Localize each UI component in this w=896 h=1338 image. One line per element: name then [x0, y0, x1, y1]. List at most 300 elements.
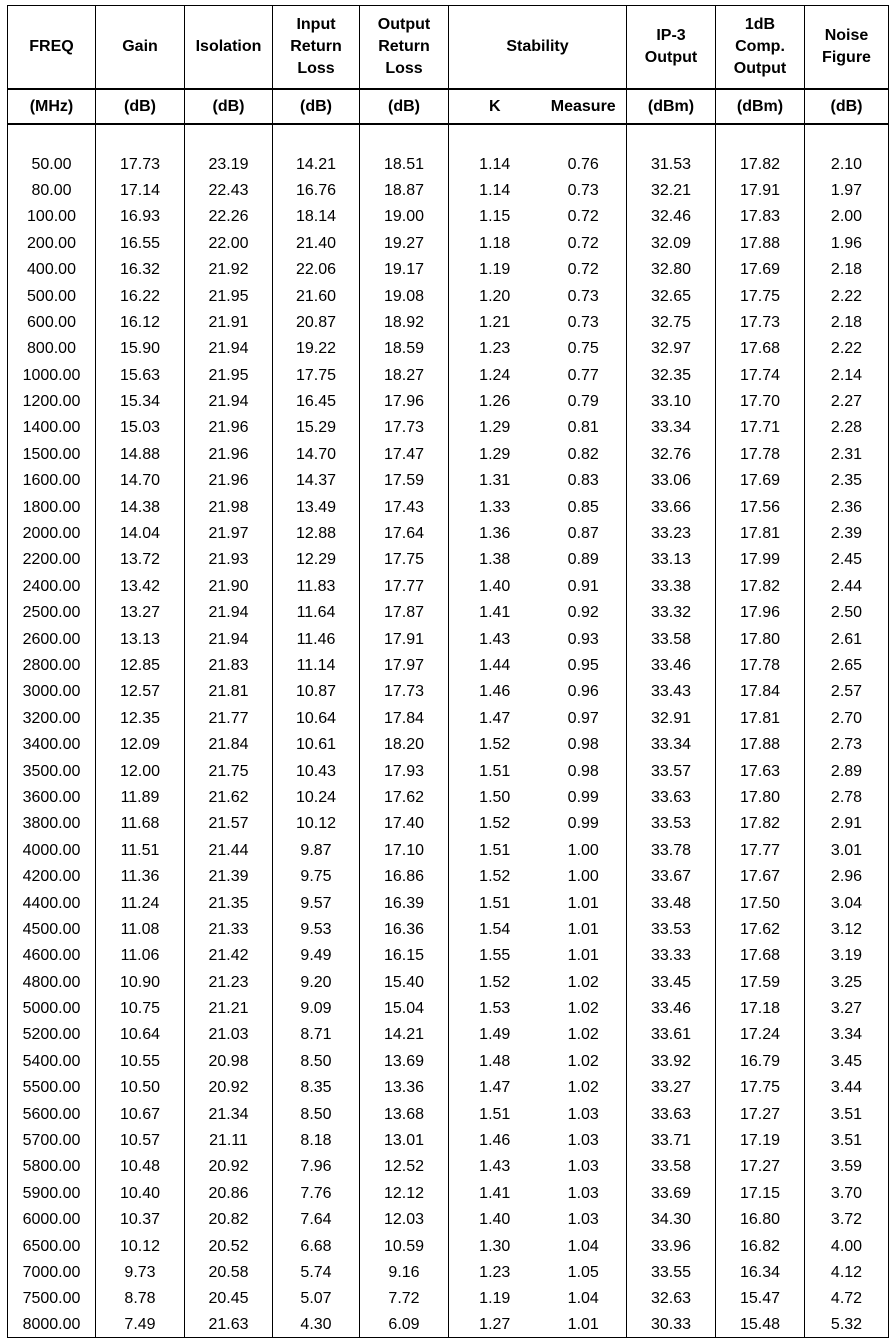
table-cell: 4.72 [805, 1286, 889, 1312]
table-cell: 20.82 [185, 1207, 273, 1233]
table-cell: 21.96 [185, 468, 273, 494]
table-cell: 21.39 [185, 864, 273, 890]
table-cell: 1.02 [541, 996, 627, 1022]
table-cell: 11.51 [96, 838, 185, 864]
table-cell: 5600.00 [8, 1101, 96, 1127]
table-cell: 2.61 [805, 626, 889, 652]
table-cell: 8.50 [273, 1101, 360, 1127]
rf-performance-table [7, 5, 889, 1338]
table-cell: 33.92 [627, 1049, 716, 1075]
table-row [8, 1154, 889, 1180]
table-cell: 1200.00 [8, 389, 96, 415]
table-cell: 19.00 [360, 204, 449, 230]
table-cell: 9.73 [96, 1260, 185, 1286]
table-cell: 21.96 [185, 415, 273, 441]
table-cell: 22.26 [185, 204, 273, 230]
table-cell: 16.22 [96, 283, 185, 309]
table-cell: 21.94 [185, 336, 273, 362]
table-cell: 0.73 [541, 310, 627, 336]
table-cell: 0.79 [541, 389, 627, 415]
table-cell: 17.75 [716, 1075, 805, 1101]
table-cell: 1.31 [449, 468, 541, 494]
table-row [8, 521, 889, 547]
table-row [8, 1286, 889, 1312]
table-cell: 11.06 [96, 943, 185, 969]
table-cell: 14.21 [360, 1022, 449, 1048]
table-cell: 1.00 [541, 838, 627, 864]
table-cell: 13.01 [360, 1128, 449, 1154]
table-cell: 31.53 [627, 151, 716, 177]
table-row [8, 838, 889, 864]
table-cell: 1.23 [449, 1260, 541, 1286]
table-cell: 32.09 [627, 231, 716, 257]
header-line: Figure [822, 49, 871, 66]
table-cell: 1.02 [541, 970, 627, 996]
table-cell: 1.21 [449, 310, 541, 336]
table-cell: 14.38 [96, 494, 185, 520]
table-cell: 17.47 [360, 442, 449, 468]
table-cell: 9.16 [360, 1260, 449, 1286]
table-cell: 8000.00 [8, 1313, 96, 1338]
header-row [8, 6, 889, 90]
table-cell: 17.24 [716, 1022, 805, 1048]
table-cell: 10.40 [96, 1181, 185, 1207]
table-cell: 13.42 [96, 574, 185, 600]
table-cell: 15.47 [716, 1286, 805, 1312]
table-cell: 21.35 [185, 890, 273, 916]
table-cell: 10.64 [273, 706, 360, 732]
table-cell: 17.15 [716, 1181, 805, 1207]
table-cell: 19.22 [273, 336, 360, 362]
table-cell: 1.02 [541, 1049, 627, 1075]
table-cell: 21.75 [185, 758, 273, 784]
table-cell: 21.57 [185, 811, 273, 837]
table-cell: 10.57 [96, 1128, 185, 1154]
table-cell: 3.51 [805, 1128, 889, 1154]
table-cell: 1.19 [449, 257, 541, 283]
table-cell: 13.36 [360, 1075, 449, 1101]
table-cell: 1.52 [449, 970, 541, 996]
table-cell: 33.33 [627, 943, 716, 969]
table-cell: 15.29 [273, 415, 360, 441]
table-row [8, 758, 889, 784]
table-cell: 12.00 [96, 758, 185, 784]
table-row [8, 626, 889, 652]
table-cell: 15.40 [360, 970, 449, 996]
table-cell: 8.78 [96, 1286, 185, 1312]
table-cell: 17.68 [716, 336, 805, 362]
table-cell: 17.97 [360, 653, 449, 679]
table-cell: 50.00 [8, 151, 96, 177]
units-row [8, 89, 889, 124]
table-cell: 1.96 [805, 231, 889, 257]
table-cell: 3.27 [805, 996, 889, 1022]
table-cell: 33.96 [627, 1233, 716, 1259]
table-cell: 1.04 [541, 1286, 627, 1312]
table-cell: 18.51 [360, 151, 449, 177]
table-cell: 21.94 [185, 600, 273, 626]
table-cell: 3.51 [805, 1101, 889, 1127]
header-noise-figure [805, 6, 889, 90]
table-cell: 33.55 [627, 1260, 716, 1286]
table-cell: 1.46 [449, 1128, 541, 1154]
table-cell: 21.90 [185, 574, 273, 600]
table-row [8, 1128, 889, 1154]
table-cell: 17.19 [716, 1128, 805, 1154]
table-cell: 17.82 [716, 574, 805, 600]
table-cell: 2.57 [805, 679, 889, 705]
table-cell: 17.77 [360, 574, 449, 600]
table-cell: 17.10 [360, 838, 449, 864]
table-cell: 17.81 [716, 521, 805, 547]
table-cell: 9.87 [273, 838, 360, 864]
table-cell: 20.86 [185, 1181, 273, 1207]
table-cell: 10.12 [273, 811, 360, 837]
table-cell: 32.97 [627, 336, 716, 362]
table-cell: 1.04 [541, 1233, 627, 1259]
table-cell: 32.80 [627, 257, 716, 283]
table-cell: 17.88 [716, 231, 805, 257]
table-cell: 14.37 [273, 468, 360, 494]
table-cell: 2.28 [805, 415, 889, 441]
table-cell: 21.34 [185, 1101, 273, 1127]
table-cell: 1.44 [449, 653, 541, 679]
table-cell: 33.10 [627, 389, 716, 415]
table-cell: 3800.00 [8, 811, 96, 837]
table-cell: 0.95 [541, 653, 627, 679]
table-cell: 21.33 [185, 917, 273, 943]
table-cell: 2.18 [805, 257, 889, 283]
table-cell: 10.75 [96, 996, 185, 1022]
table-cell: 2.89 [805, 758, 889, 784]
table-cell: 21.21 [185, 996, 273, 1022]
table-cell: 23.19 [185, 151, 273, 177]
table-cell: 20.98 [185, 1049, 273, 1075]
table-cell: 22.00 [185, 231, 273, 257]
table-cell: 20.52 [185, 1233, 273, 1259]
table-row [8, 1022, 889, 1048]
table-cell: 7.72 [360, 1286, 449, 1312]
table-cell: 1.15 [449, 204, 541, 230]
table-cell: 2.73 [805, 732, 889, 758]
table-cell: 3.70 [805, 1181, 889, 1207]
table-cell: 1.29 [449, 442, 541, 468]
table-cell: 6500.00 [8, 1233, 96, 1259]
table-cell: 17.84 [716, 679, 805, 705]
header-line: FREQ [29, 38, 74, 55]
table-cell: 10.59 [360, 1233, 449, 1259]
table-cell: 1.51 [449, 838, 541, 864]
table-cell: 0.72 [541, 257, 627, 283]
table-cell: 12.52 [360, 1154, 449, 1180]
table-cell: 17.14 [96, 178, 185, 204]
table-cell: 0.81 [541, 415, 627, 441]
table-cell: 14.04 [96, 521, 185, 547]
table-cell: 33.66 [627, 494, 716, 520]
table-row [8, 1075, 889, 1101]
table-cell: 12.57 [96, 679, 185, 705]
table-cell: 21.81 [185, 679, 273, 705]
table-cell: 7.76 [273, 1181, 360, 1207]
table-cell: 20.92 [185, 1154, 273, 1180]
table-cell: 2000.00 [8, 521, 96, 547]
header-line: Noise [824, 27, 869, 44]
table-cell: 33.71 [627, 1128, 716, 1154]
table-cell: 17.43 [360, 494, 449, 520]
table-cell: 0.73 [541, 178, 627, 204]
table-row [8, 363, 889, 389]
header-line: Stability [506, 38, 569, 55]
table-cell: 1.38 [449, 547, 541, 573]
table-cell: 0.75 [541, 336, 627, 362]
table-cell: 1.18 [449, 231, 541, 257]
table-cell: 0.89 [541, 547, 627, 573]
table-row [8, 151, 889, 177]
table-cell: 10.43 [273, 758, 360, 784]
table-cell: 17.27 [716, 1101, 805, 1127]
header-freq [8, 6, 96, 90]
table-cell: 11.24 [96, 890, 185, 916]
table-row [8, 1260, 889, 1286]
table-cell: 7000.00 [8, 1260, 96, 1286]
table-cell: 800.00 [8, 336, 96, 362]
table-cell: 5200.00 [8, 1022, 96, 1048]
table-cell: 5.32 [805, 1313, 889, 1338]
table-row [8, 547, 889, 573]
table-row [8, 389, 889, 415]
unit-cell: (dB) [96, 89, 185, 124]
table-cell: 33.63 [627, 785, 716, 811]
table-cell: 4200.00 [8, 864, 96, 890]
table-cell: 21.94 [185, 389, 273, 415]
table-cell: 6.09 [360, 1313, 449, 1338]
table-cell: 11.68 [96, 811, 185, 837]
table-cell: 17.75 [716, 283, 805, 309]
table-row [8, 257, 889, 283]
table-cell: 17.27 [716, 1154, 805, 1180]
spacer-row [8, 124, 889, 151]
table-cell: 20.58 [185, 1260, 273, 1286]
table-cell: 3.04 [805, 890, 889, 916]
table-cell: 17.18 [716, 996, 805, 1022]
table-cell: 17.81 [716, 706, 805, 732]
table-cell: 2.70 [805, 706, 889, 732]
table-cell: 2.14 [805, 363, 889, 389]
table-cell: 2800.00 [8, 653, 96, 679]
table-cell: 33.48 [627, 890, 716, 916]
table-cell: 16.82 [716, 1233, 805, 1259]
table-row [8, 494, 889, 520]
table-cell: 3.45 [805, 1049, 889, 1075]
table-cell: 21.93 [185, 547, 273, 573]
table-cell: 11.08 [96, 917, 185, 943]
table-cell: 1.53 [449, 996, 541, 1022]
table-cell: 17.62 [716, 917, 805, 943]
table-cell: 1.30 [449, 1233, 541, 1259]
table-cell: 32.63 [627, 1286, 716, 1312]
table-cell: 0.98 [541, 758, 627, 784]
table-cell: 1.50 [449, 785, 541, 811]
table-cell: 33.46 [627, 996, 716, 1022]
table-cell: 3.12 [805, 917, 889, 943]
table-cell: 17.84 [360, 706, 449, 732]
table-cell: 33.34 [627, 732, 716, 758]
table-cell: 33.63 [627, 1101, 716, 1127]
table-cell: 3.34 [805, 1022, 889, 1048]
table-cell: 33.58 [627, 1154, 716, 1180]
table-cell: 2400.00 [8, 574, 96, 600]
table-cell: 500.00 [8, 283, 96, 309]
table-cell: 1.97 [805, 178, 889, 204]
table-cell: 1.03 [541, 1101, 627, 1127]
table-cell: 2.35 [805, 468, 889, 494]
table-cell: 3.59 [805, 1154, 889, 1180]
table-cell: 1.20 [449, 283, 541, 309]
table-cell: 17.70 [716, 389, 805, 415]
table-row [8, 574, 889, 600]
table-cell: 16.86 [360, 864, 449, 890]
table-cell: 20.45 [185, 1286, 273, 1312]
table-cell: 17.62 [360, 785, 449, 811]
table-cell: 12.09 [96, 732, 185, 758]
table-row [8, 785, 889, 811]
table-cell: 10.12 [96, 1233, 185, 1259]
table-cell: 11.36 [96, 864, 185, 890]
table-cell: 2.22 [805, 336, 889, 362]
unit-cell: (dBm) [716, 89, 805, 124]
table-cell: 1.03 [541, 1154, 627, 1180]
table-cell: 1.01 [541, 1313, 627, 1338]
table-cell: 15.63 [96, 363, 185, 389]
table-cell: 33.32 [627, 600, 716, 626]
table-cell: 32.46 [627, 204, 716, 230]
table-row [8, 231, 889, 257]
table-cell: 21.40 [273, 231, 360, 257]
table-cell: 1.02 [541, 1075, 627, 1101]
table-cell: 8.71 [273, 1022, 360, 1048]
table-cell: 17.78 [716, 442, 805, 468]
header-isolation [185, 6, 273, 90]
table-cell: 14.70 [96, 468, 185, 494]
table-row [8, 732, 889, 758]
table-cell: 17.67 [716, 864, 805, 890]
table-row [8, 943, 889, 969]
table-cell: 5900.00 [8, 1181, 96, 1207]
header-gain [96, 6, 185, 90]
table-cell: 18.59 [360, 336, 449, 362]
table-cell: 10.64 [96, 1022, 185, 1048]
table-cell: 1.54 [449, 917, 541, 943]
table-cell: 33.27 [627, 1075, 716, 1101]
table-cell: 2.39 [805, 521, 889, 547]
table-cell: 21.95 [185, 283, 273, 309]
table-cell: 0.91 [541, 574, 627, 600]
table-cell: 16.55 [96, 231, 185, 257]
table-cell: 33.13 [627, 547, 716, 573]
table-cell: 33.53 [627, 917, 716, 943]
table-cell: 0.93 [541, 626, 627, 652]
table-cell: 1.46 [449, 679, 541, 705]
table-cell: 32.75 [627, 310, 716, 336]
table-row [8, 204, 889, 230]
table-row [8, 706, 889, 732]
table-cell: 21.94 [185, 626, 273, 652]
table-row [8, 1313, 889, 1338]
header-ip3-output [627, 6, 716, 90]
table-cell: 33.69 [627, 1181, 716, 1207]
table-cell: 1400.00 [8, 415, 96, 441]
table-cell: 32.21 [627, 178, 716, 204]
table-cell: 1.43 [449, 626, 541, 652]
table-cell: 11.64 [273, 600, 360, 626]
table-cell: 400.00 [8, 257, 96, 283]
table-cell: 21.98 [185, 494, 273, 520]
table-cell: 33.06 [627, 468, 716, 494]
table-cell: 16.79 [716, 1049, 805, 1075]
table-cell: 20.92 [185, 1075, 273, 1101]
table-row [8, 679, 889, 705]
table-cell: 1.52 [449, 811, 541, 837]
table-cell: 80.00 [8, 178, 96, 204]
table-cell: 11.46 [273, 626, 360, 652]
table-cell: 2.78 [805, 785, 889, 811]
table-cell: 17.50 [716, 890, 805, 916]
table-cell: 0.97 [541, 706, 627, 732]
table-cell: 0.98 [541, 732, 627, 758]
table-cell: 10.90 [96, 970, 185, 996]
table-cell: 5000.00 [8, 996, 96, 1022]
table-cell: 21.11 [185, 1128, 273, 1154]
table-cell: 0.73 [541, 283, 627, 309]
table-cell: 21.83 [185, 653, 273, 679]
table-cell: 16.15 [360, 943, 449, 969]
table-cell: 2500.00 [8, 600, 96, 626]
table-cell: 1.40 [449, 1207, 541, 1233]
table-cell: 17.87 [360, 600, 449, 626]
table-cell: 1.49 [449, 1022, 541, 1048]
table-cell: 33.78 [627, 838, 716, 864]
unit-cell: (dB) [360, 89, 449, 124]
table-cell: 5400.00 [8, 1049, 96, 1075]
table-cell: 7.96 [273, 1154, 360, 1180]
table-cell: 3.01 [805, 838, 889, 864]
header-1db-comp-output [716, 6, 805, 90]
table-cell: 17.73 [360, 415, 449, 441]
table-row [8, 811, 889, 837]
table-cell: 16.76 [273, 178, 360, 204]
header-line: Loss [385, 60, 423, 77]
table-cell: 17.56 [716, 494, 805, 520]
table-cell: 21.77 [185, 706, 273, 732]
table-cell: 600.00 [8, 310, 96, 336]
table-cell: 33.53 [627, 811, 716, 837]
table-cell: 6.68 [273, 1233, 360, 1259]
table-cell: 5.07 [273, 1286, 360, 1312]
table-cell: 0.99 [541, 811, 627, 837]
table-cell: 17.91 [716, 178, 805, 204]
table-cell: 17.40 [360, 811, 449, 837]
table-cell: 10.37 [96, 1207, 185, 1233]
table-cell: 10.24 [273, 785, 360, 811]
header-line: Return [290, 38, 342, 55]
table-row [8, 442, 889, 468]
table-cell: 4400.00 [8, 890, 96, 916]
datasheet-table-container [7, 5, 889, 1338]
table-cell: 17.99 [716, 547, 805, 573]
table-cell: 18.14 [273, 204, 360, 230]
table-cell: 9.20 [273, 970, 360, 996]
table-cell: 34.30 [627, 1207, 716, 1233]
